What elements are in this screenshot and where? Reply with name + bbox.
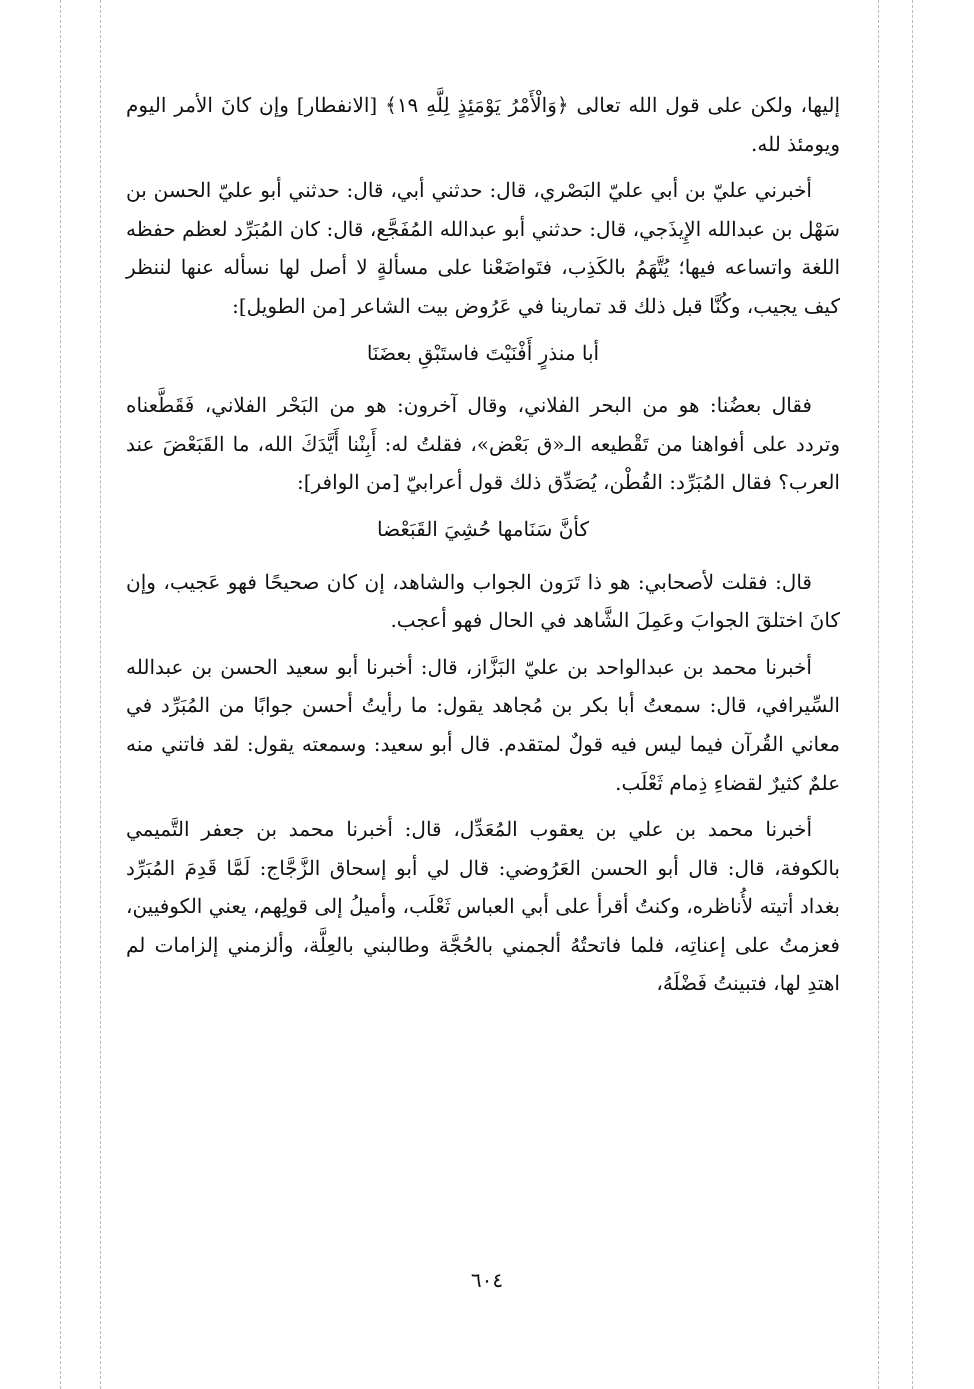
- verse-line: كأنَّ سَنَامها حُشِيَ القَبَعْضا: [376, 516, 590, 541]
- paragraph: أخبرنا محمد بن علي بن يعقوب المُعَدِّل، قال: أخبرنا محمد بن جعفر التَّميمي بالكوفة، قال: قال أبو الحسن العَرُوضي: قال لي أبو إسحاق الزَّجَّاج: لَمَّا قَدِمَ المُبَرِّد بغداد أتيته لأُناظره، وكنتُ أقرأ على أبي العباس ثَعْلَب، وأميلُ إلى قولِهم، يعني الكوفيين، فعزمتُ على إعناتِه، فلما فاتحتُهُ ألجمني بالحُجَّة وطالبني بالعِلَّة، وألزمني إلزامات لم اهتدِ لها، فتبينتُ فَضْلَهُ،: [126, 817, 840, 996]
- verse-line: أبا منذرٍ أَفْنَيْتَ فاستَبْقِ بعضَنَا: [366, 340, 600, 365]
- paragraph: أخبرني عليّ بن أبي عليّ البَصْري، قال: حدثني أبي، قال: حدثني أبو عليّ الحسن بن سَهْل بن عبدالله الإِيذَجي، قال: حدثني أبو عبدالله المُفَجَّع، قال: كان المُبَرِّد لعظم حفظه اللغة واتساعه فيها؛ يُتَّهَمُ بالكَذِب، فتَواضَعْنا على مسألةٍ لا أصل لها نسأله عنها لننظر كيف يجيب، وكُنَّا قبل ذلك قد تمارينا في عَرُوض بيت الشاعر [من الطويل]:: [126, 178, 840, 318]
- scan-guide-line: [878, 0, 879, 1389]
- paragraph: قال: فقلت لأصحابي: هو ذا تَرَون الجواب والشاهد، إن كان صحيحًا فهو عَجيب، وإن كانَ اختلقَ الجوابَ وعَمِلَ الشَّاهد في الحال فهو أعجب.: [126, 569, 840, 633]
- scan-guide-line: [100, 0, 101, 1389]
- page-number: ٦٠٤: [470, 1268, 504, 1292]
- scan-guide-line: [912, 0, 913, 1389]
- paragraph: فقال بعضُنا: هو من البحر الفلاني، وقال آخرون: هو من البَحْر الفلاني، فَقَطَّعناه وتردد على أفواهنا من تَقْطيعه الـ«ق بَعْض»، فقلتُ له: أَبِنْنا أَيَّدَكَ الله، ما القَبَعْضَ عند العرب؟ فقال المُبَرِّد: القُطْن، يُصَدِّق ذلك قول أعرابيّ [من الوافر]:: [126, 393, 840, 495]
- scan-guide-line: [60, 0, 61, 1389]
- paragraph: أخبرنا محمد بن عبدالواحد بن عليّ البَزَّاز، قال: أخبرنا أبو سعيد الحسن بن عبدالله السِّيرافي، قال: سمعتُ أبا بكر بن مُجاهد يقول: ما رأيتُ أحسن جوابًا من المُبَرِّد في معاني القُرآن فيما ليس فيه قولٌ لمتقدم. قال أبو سعيد: وسمعته يقول: لقد فاتني منه علمٌ كثيرٌ لقضاءِ ذِمام ثَعْلَب.: [126, 654, 840, 795]
- paragraph: إليها، ولكن على قول الله تعالى ﴿وَالْأَمْرُ يَوْمَئِذٍ لِلَّهِ ١٩﴾ [الانفطار] وإن كانَ الأمر اليوم ويومئذ لله.: [126, 93, 841, 156]
- page-body: [126, 86, 840, 1011]
